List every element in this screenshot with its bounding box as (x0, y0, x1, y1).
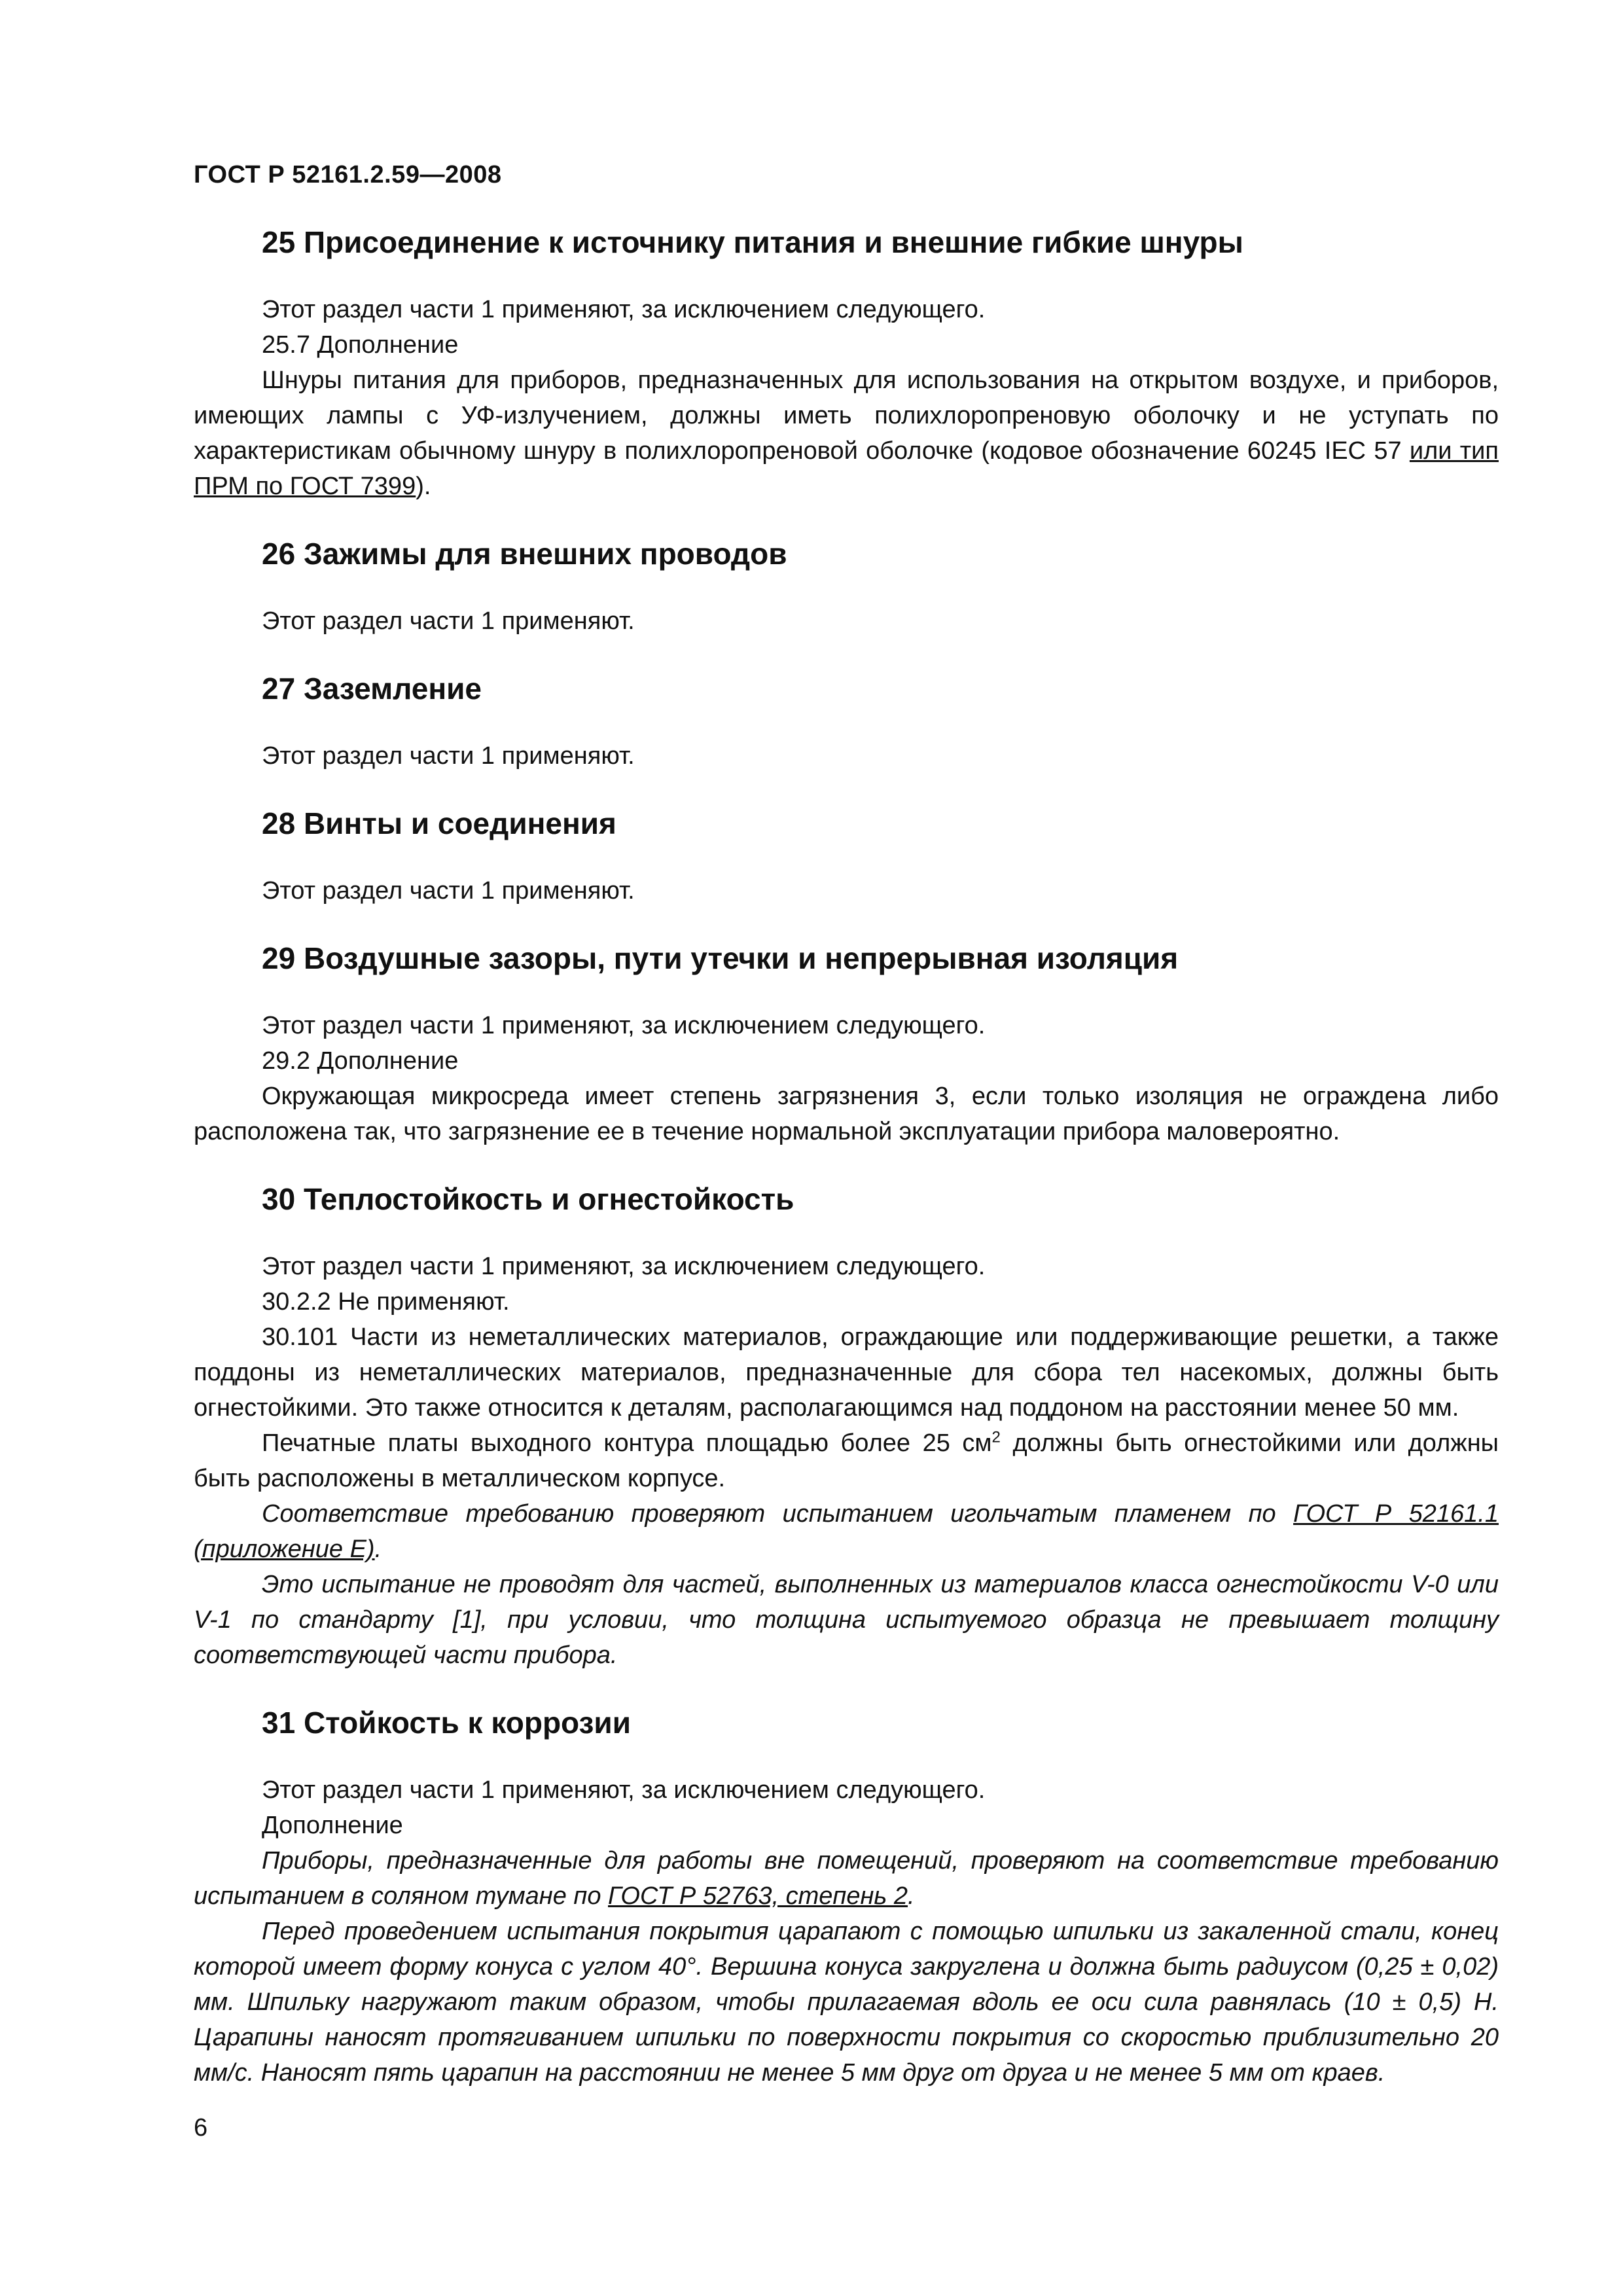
section-30 (194, 1181, 1499, 1673)
section-30-paragraph-2: 30.2.2 Не применяют. (262, 1288, 510, 1316)
section-25-paragraph-2: 25.7 Дополнение (262, 331, 459, 359)
section-31-paragraph-3 (194, 1843, 1499, 1914)
section-31-paragraph-1: Этот раздел части 1 применяют, за исключением следующего. (262, 1776, 986, 1804)
section-25-paragraph-1: Этот раздел части 1 применяют, за исключением следующего. (262, 296, 986, 323)
section-26-paragraph-1: Этот раздел части 1 применяют. (262, 607, 635, 635)
section-31-paragraph-2: Дополнение (262, 1812, 403, 1839)
square-superscript: 2 (991, 1428, 1001, 1446)
section-28-title: 28 Винты и соединения (262, 806, 616, 840)
section-25-paragraph-3-text: Шнуры питания для приборов, предназначенных для использования на открытом воздухе, и приборов, имеющих лампы с УФ-излучением, должны иметь полихлоропреновую оболочку и не уступать по характеристикам обычному шнуру в полихлоропреновой оболочке (кодовое обозначение 60245 IEC 57 (194, 367, 1499, 465)
section-27 (194, 670, 1499, 774)
section-31 (194, 1704, 1499, 2090)
section-27-title: 27 Заземление (262, 672, 482, 706)
section-26 (194, 535, 1499, 639)
section-29-title: 29 Воздушные зазоры, пути утечки и непрерывная изоляция (262, 941, 1179, 975)
section-25 (194, 224, 1499, 504)
section-30-paragraph-5 (194, 1496, 1499, 1567)
section-30-paragraph-4-end: должны быть огнестойкими или должны быть расположены в металлическом корпусе. (194, 1429, 1499, 1492)
gost-7399-link[interactable]: или тип ПРМ по ГОСТ 7399 (194, 437, 1499, 500)
section-31-paragraph-4: Перед проведением испытания покрытия царапают с помощью шпильки из закаленной стали, конец которой имеет форму конуса с углом 40°. Вершина конуса закруглена и должна быть радиусом (0,25 ± 0,02) мм. Шпильку нагружают таким образом, чтобы прилагаемая вдоль ее оси сила равнялась (10 ± 0,5) Н. Царапины наносят протягиванием шпильки по поверхности покрытия со скоростью приблизительно 20 мм/с. Наносят пять царапин на расстоянии не менее 5 мм друг от друга и не менее 5 мм от краев. (194, 1918, 1499, 2087)
section-28-paragraph-1: Этот раздел части 1 применяют. (262, 877, 635, 905)
section-30-title: 30 Теплостойкость и огнестойкость (262, 1182, 794, 1216)
section-30-paragraph-6: Это испытание не проводят для частей, выполненных из материалов класса огнестойкости V-0 или V-1 по стандарту [1], при условии, что толщина испытуемого образца не превышает толщину соответствующей части прибора. (194, 1571, 1499, 1669)
section-26-title: 26 Зажимы для внешних проводов (262, 537, 787, 571)
standard-header: ГОСТ Р 52161.2.59—2008 (194, 161, 502, 188)
gost-52763-link[interactable]: ГОСТ Р 52763, степень 2 (608, 1882, 908, 1910)
gost-52161-1-link[interactable]: ГОСТ Р 52161.1 (приложение Е) (194, 1500, 1499, 1563)
section-31-title: 31 Стойкость к коррозии (262, 1706, 631, 1740)
section-30-paragraph-5-text: Соответствие требованию проверяют испытанием игольчатым пламенем по (262, 1500, 1294, 1528)
section-25-paragraph-3 (194, 363, 1499, 504)
section-25-paragraph-3-end: ). (416, 473, 431, 500)
section-27-paragraph-1: Этот раздел части 1 применяют. (262, 742, 635, 770)
section-30-paragraph-1: Этот раздел части 1 применяют, за исключением следующего. (262, 1253, 986, 1280)
section-30-paragraph-4 (194, 1426, 1499, 1496)
section-29 (194, 940, 1499, 1149)
section-30-paragraph-3: 30.101 Части из неметаллических материалов, ограждающие или поддерживающие решетки, а также поддоны из неметаллических материалов, предназначенные для сбора тел насекомых, должны быть огнестойкими. Это также относится к деталям, располагающимся над поддоном на расстоянии менее 50 мм. (194, 1323, 1499, 1422)
section-25-title: 25 Присоединение к источнику питания и внешние гибкие шнуры (262, 225, 1243, 259)
section-31-paragraph-3-text: Приборы, предназначенные для работы вне помещений, проверяют на соответствие требованию испытанием в соляном тумане по (194, 1847, 1499, 1910)
section-30-paragraph-5-end: . (374, 1535, 382, 1563)
section-31-paragraph-3-end: . (908, 1882, 915, 1910)
section-29-paragraph-2: 29.2 Дополнение (262, 1047, 459, 1075)
section-29-paragraph-1: Этот раздел части 1 применяют, за исключением следующего. (262, 1012, 986, 1039)
page-number: 6 (194, 2114, 208, 2142)
section-30-paragraph-4-text: Печатные платы выходного контура площадью более 25 см (262, 1429, 992, 1457)
document-body (194, 224, 1499, 2122)
section-29-paragraph-3: Окружающая микросреда имеет степень загрязнения 3, если только изоляция не ограждена либо расположена так, что загрязнение ее в течение нормальной эксплуатации прибора маловероятно. (194, 1083, 1499, 1145)
section-28 (194, 805, 1499, 908)
